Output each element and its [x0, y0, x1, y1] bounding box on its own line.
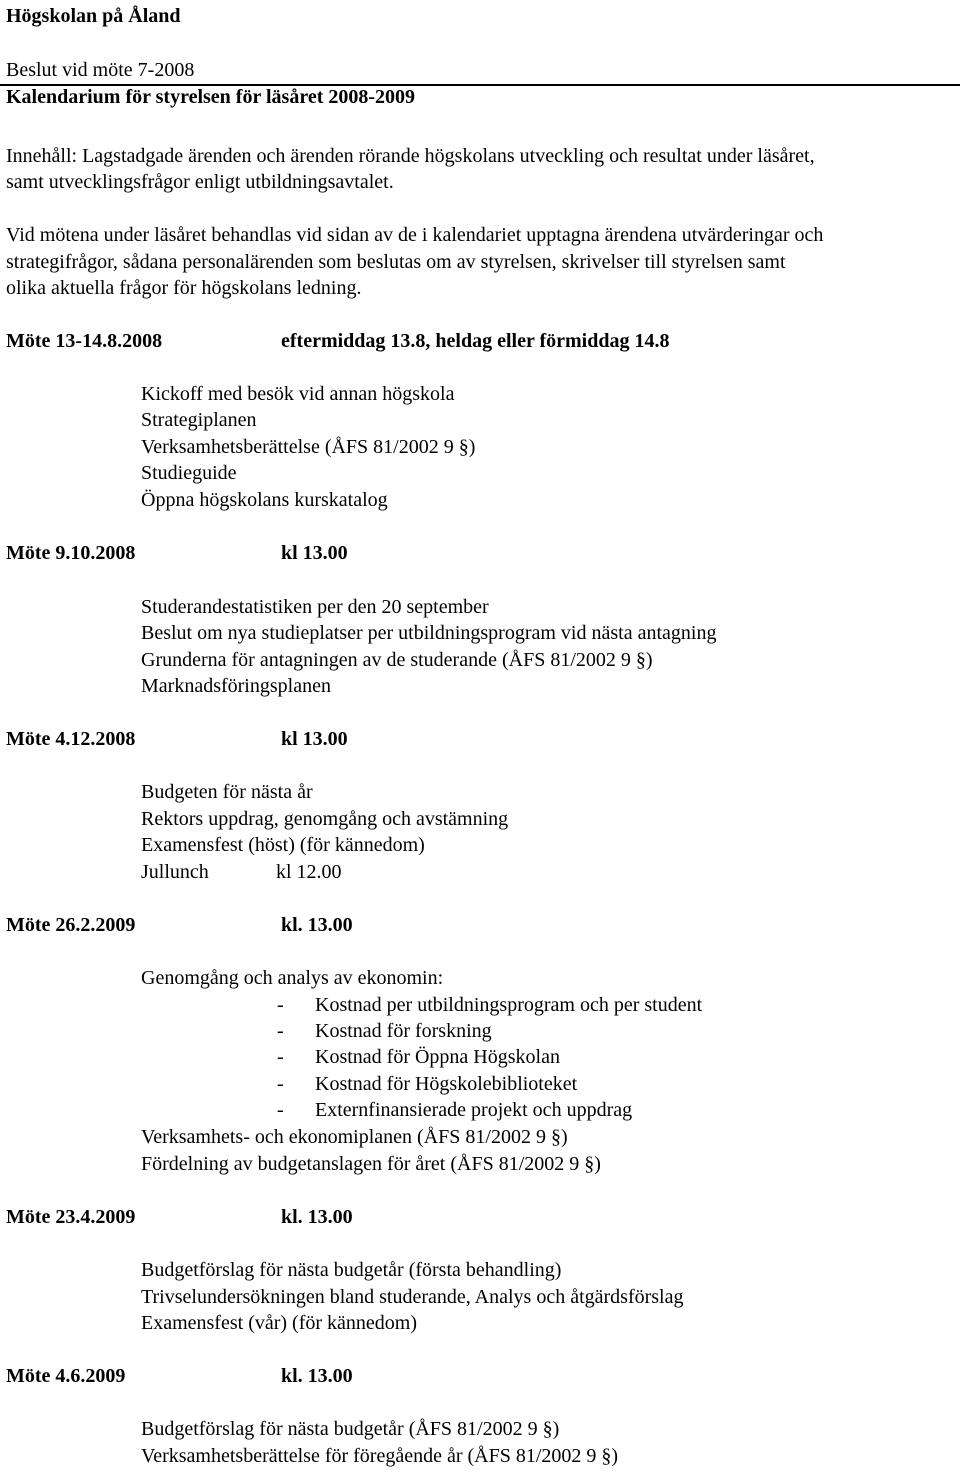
- meeting-item: Trivselundersökningen bland studerande, Analys och åtgärdsförslag: [141, 1286, 684, 1308]
- meeting-item: Strategiplanen: [141, 409, 257, 431]
- economy-sub-item: [277, 995, 702, 1015]
- meeting-date: Möte 26.2.2009: [6, 914, 136, 936]
- institution-name: Högskolan på Åland: [6, 5, 181, 27]
- meeting-item: Budgetförslag för nästa budgetår (första behandling): [141, 1259, 562, 1281]
- meeting-date: Möte 13-14.8.2008: [6, 330, 163, 352]
- sub-item-text: Kostnad för Öppna Högskolan: [315, 1046, 560, 1068]
- description-line-1: Vid mötena under läsåret behandlas vid sidan av de i kalendariet upptagna ärendena utvärderingar och: [6, 224, 824, 246]
- lunch-line: [141, 861, 342, 883]
- meeting-item: Öppna högskolans kurskatalog: [141, 489, 388, 511]
- description-line-2: strategifrågor, sådana personalärenden som beslutas om av styrelsen, skrivelser till styrelsen samt: [6, 251, 786, 273]
- sub-item-text: Kostnad för forskning: [315, 1020, 492, 1042]
- lunch-time: kl 12.00: [276, 861, 342, 883]
- meeting-header: [6, 1206, 353, 1228]
- meeting-item: Rektors uppdrag, genomgång och avstämning: [141, 808, 509, 830]
- meeting-time: kl 13.00: [281, 542, 348, 564]
- economy-analysis-intro: Genomgång och analys av ekonomin:: [141, 967, 444, 989]
- meeting-header: [6, 728, 348, 750]
- meeting-item: Fördelning av budgetanslagen för året (ÅFS 81/2002 9 §): [141, 1153, 601, 1175]
- lunch-label: Jullunch: [141, 861, 209, 883]
- meeting-header: [6, 1365, 353, 1387]
- economy-sub-item: [277, 1047, 560, 1067]
- meeting-time: kl 13.00: [281, 728, 348, 750]
- meeting-date: Möte 9.10.2008: [6, 542, 136, 564]
- meeting-item: Studerandestatistiken per den 20 september: [141, 596, 489, 618]
- economy-sub-item: [277, 1021, 492, 1041]
- meeting-item: Kickoff med besök vid annan högskola: [141, 383, 455, 405]
- meeting-time: kl. 13.00: [281, 1365, 353, 1387]
- meeting-time: kl. 13.00: [281, 1206, 353, 1228]
- meeting-item: Marknadsföringsplanen: [141, 675, 331, 697]
- sub-item-text: Externfinansierade projekt och uppdrag: [315, 1099, 633, 1121]
- meeting-item: Examensfest (vår) (för kännedom): [141, 1312, 417, 1334]
- content-line-1: Innehåll: Lagstadgade ärenden och ärenden rörande högskolans utveckling och resultat under läsåret,: [6, 145, 815, 167]
- dash-marker: -: [277, 994, 284, 1016]
- dash-marker: -: [277, 1073, 284, 1095]
- sub-item-text: Kostnad per utbildningsprogram och per student: [315, 994, 703, 1016]
- meeting-item: Budgetförslag för nästa budgetår (ÅFS 81/2002 9 §): [141, 1418, 560, 1440]
- meeting-header: [6, 914, 353, 936]
- title-underline: [0, 84, 960, 86]
- decision-reference: Beslut vid möte 7-2008: [6, 59, 195, 81]
- dash-marker: -: [277, 1020, 284, 1042]
- meeting-date: Möte 4.12.2008: [6, 728, 136, 750]
- meeting-header: [6, 542, 348, 564]
- economy-sub-item: [277, 1100, 632, 1120]
- document-title: Kalendarium för styrelsen för läsåret 2008-2009: [6, 86, 416, 108]
- meeting-date: Möte 4.6.2009: [6, 1365, 126, 1387]
- dash-marker: -: [277, 1099, 284, 1121]
- description-line-3: olika aktuella frågor för högskolans ledning.: [6, 277, 362, 299]
- content-line-2: samt utvecklingsfrågor enligt utbildningsavtalet.: [6, 171, 394, 193]
- meeting-item: Verksamhetsberättelse (ÅFS 81/2002 9 §): [141, 436, 476, 458]
- sub-item-text: Kostnad för Högskolebiblioteket: [315, 1073, 578, 1095]
- meeting-item: Verksamhetsberättelse för föregående år (ÅFS 81/2002 9 §): [141, 1445, 619, 1467]
- meeting-time: eftermiddag 13.8, heldag eller förmiddag 14.8: [281, 330, 670, 352]
- economy-sub-item: [277, 1074, 577, 1094]
- meeting-item: Beslut om nya studieplatser per utbildningsprogram vid nästa antagning: [141, 622, 717, 644]
- meeting-date: Möte 23.4.2009: [6, 1206, 136, 1228]
- meeting-time: kl. 13.00: [281, 914, 353, 936]
- dash-marker: -: [277, 1046, 284, 1068]
- meeting-item: Examensfest (höst) (för kännedom): [141, 834, 425, 856]
- meeting-item: Studieguide: [141, 462, 237, 484]
- meeting-item: Verksamhets- och ekonomiplanen (ÅFS 81/2002 9 §): [141, 1126, 568, 1148]
- meeting-item: Grunderna för antagningen av de studerande (ÅFS 81/2002 9 §): [141, 649, 653, 671]
- meeting-item: Budgeten för nästa år: [141, 781, 313, 803]
- meeting-header: [6, 330, 670, 352]
